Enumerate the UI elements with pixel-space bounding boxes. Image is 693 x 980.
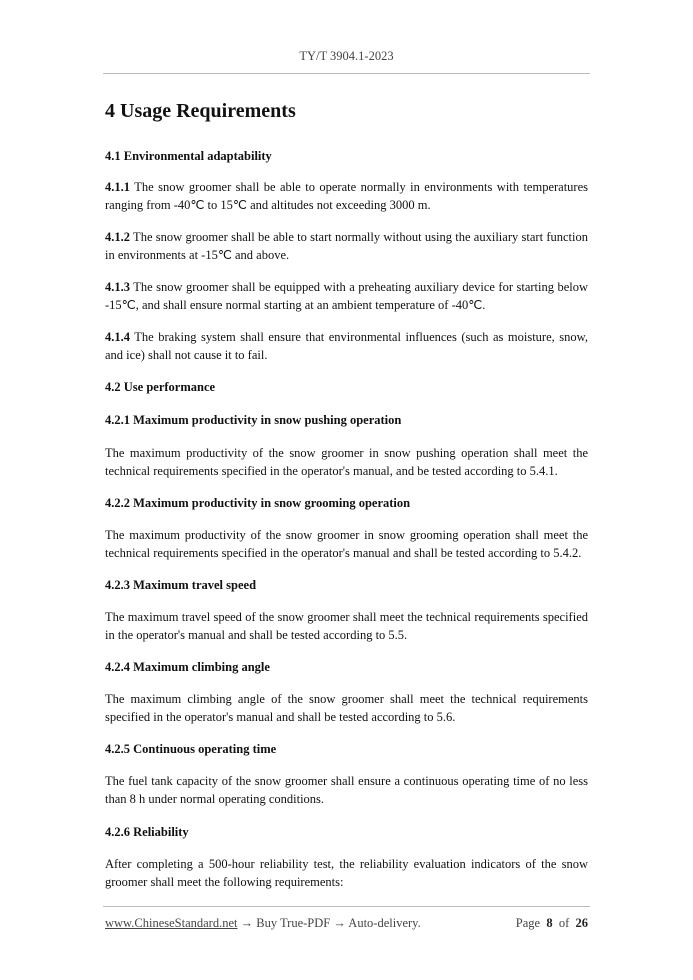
paragraph-4-2-3: The maximum travel speed of the snow groomer shall meet the technical requirements specified in the operator's manual and shall be tested according to 5.5. bbox=[105, 610, 588, 642]
footer-promo bbox=[105, 916, 421, 931]
heading-4-2-5: 4.2.5 Continuous operating time bbox=[105, 742, 277, 756]
of-label: of bbox=[558, 916, 570, 930]
clause-number: 4.1.1 bbox=[105, 180, 130, 194]
paragraph-4-2-1: The maximum productivity of the snow groomer in snow pushing operation shall meet the technical requirements specified in the operator's manual, and be tested according to 5.4.1. bbox=[105, 446, 588, 478]
clause-number: 4.1.3 bbox=[105, 280, 130, 294]
clause-text: The snow groomer shall be equipped with a preheating auxiliary device for starting below -15℃, and shall ensure normal starting at an ambient temperature of -40℃. bbox=[105, 280, 588, 312]
section-title: 4 Usage Requirements bbox=[105, 100, 296, 122]
footer-promo-text: → Buy True-PDF → Auto-delivery. bbox=[237, 916, 421, 930]
paragraph-4-1-3 bbox=[105, 278, 588, 314]
heading-4-2-2: 4.2.2 Maximum productivity in snow grooming operation bbox=[105, 496, 411, 510]
running-header: TY/T 3904.1-2023 bbox=[299, 49, 394, 63]
page-total: 26 bbox=[575, 916, 588, 930]
paragraph-4-2-6: After completing a 500-hour reliability test, the reliability evaluation indicators of the snow groomer shall meet the following requirements: bbox=[105, 857, 588, 889]
page-label: Page bbox=[515, 916, 541, 930]
page-indicator bbox=[516, 916, 588, 931]
clause-text: The braking system shall ensure that environmental influences (such as moisture, snow, and ice) shall not cause it to fail. bbox=[105, 330, 588, 362]
header-divider bbox=[103, 73, 590, 74]
paragraph-4-1-4 bbox=[105, 328, 588, 364]
page-number: 8 bbox=[546, 916, 553, 930]
clause-number: 4.1.4 bbox=[105, 330, 130, 344]
heading-4-2-4: 4.2.4 Maximum climbing angle bbox=[105, 660, 270, 674]
heading-4-2: 4.2 Use performance bbox=[105, 380, 216, 394]
paragraph-4-2-4: The maximum climbing angle of the snow groomer shall meet the technical requirements specified in the operator's manual and shall be tested according to 5.6. bbox=[105, 692, 588, 724]
paragraph-4-2-2: The maximum productivity of the snow groomer in snow grooming operation shall meet the technical requirements specified in the operator's manual and shall be tested according to 5.4.2. bbox=[105, 528, 588, 560]
footer-divider bbox=[103, 906, 590, 907]
paragraph-4-1-2 bbox=[105, 228, 588, 264]
heading-4-1: 4.1 Environmental adaptability bbox=[105, 149, 272, 163]
paragraph-4-2-5: The fuel tank capacity of the snow groomer shall ensure a continuous operating time of no less than 8 h under normal operating conditions. bbox=[105, 774, 588, 806]
paragraph-4-1-1 bbox=[105, 178, 588, 214]
heading-4-2-1: 4.2.1 Maximum productivity in snow pushing operation bbox=[105, 413, 402, 427]
clause-number: 4.1.2 bbox=[105, 230, 130, 244]
footer bbox=[105, 916, 588, 931]
clause-text: The snow groomer shall be able to start normally without using the auxiliary start function in environments at -15℃ and above. bbox=[105, 230, 588, 262]
site-link[interactable]: www.ChineseStandard.net bbox=[105, 916, 238, 930]
heading-4-2-6: 4.2.6 Reliability bbox=[105, 825, 189, 839]
heading-4-2-3: 4.2.3 Maximum travel speed bbox=[105, 578, 257, 592]
clause-text: The snow groomer shall be able to operate normally in environments with temperatures ranging from -40℃ to 15℃ and altitudes not exceeding 3000 m. bbox=[105, 180, 588, 212]
